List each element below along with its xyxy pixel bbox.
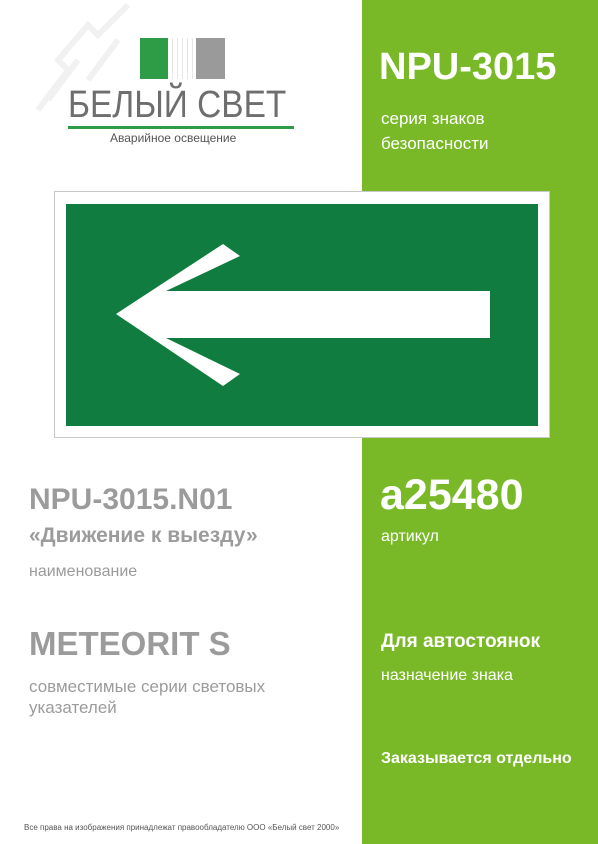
logo-brand-name: БЕЛЫЙ СВЕТ (68, 84, 287, 126)
safety-sign (54, 191, 550, 438)
series-label: серия знаков безопасности (381, 109, 489, 153)
compatible-series: METEORIT S (29, 625, 231, 662)
sign-green-field (66, 204, 538, 426)
model-title: NPU-3015 (379, 46, 557, 88)
sign-purpose-label: назначение знака (381, 667, 513, 684)
logo-stripes (168, 38, 196, 79)
product-code: NPU-3015.N01 (29, 483, 233, 516)
product-name: «Движение к выезду» (29, 524, 258, 547)
product-name-label: наименование (29, 563, 138, 580)
arrow-left-icon (66, 204, 538, 426)
compatible-series-label: совместимые серии световых указателей (29, 677, 266, 717)
article-number: a25480 (380, 471, 524, 519)
sign-purpose: Для автостоянок (381, 631, 541, 652)
copyright-notice: Все права на изображения принадлежат правообладателю ООО «Белый свет 2000» (24, 823, 340, 832)
order-note: Заказывается отдельно (381, 750, 572, 767)
logo-tagline: Аварийное освещение (110, 131, 237, 145)
logo-underline (68, 126, 294, 129)
article-label: артикул (381, 528, 439, 545)
